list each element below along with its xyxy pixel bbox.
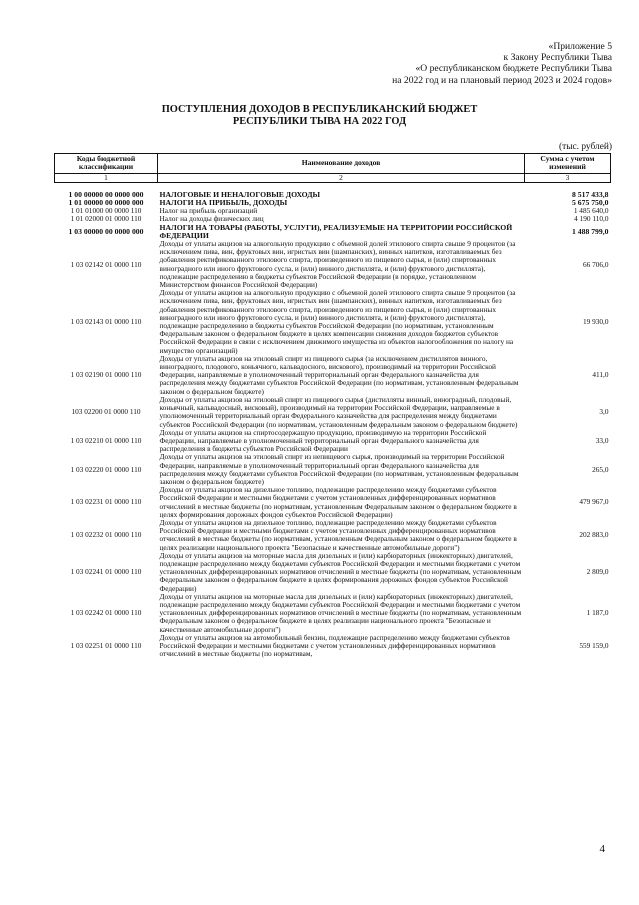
header-code: Коды бюджетной классификации <box>55 154 158 174</box>
column-number: 1 <box>55 173 158 182</box>
row-name: Доходы от уплаты акцизов на моторные масла для дизельных и (или) карбюраторных (инжекторных) двигателей, подлежащие распределению между бюджетами субъектов Российской Федерации и местными бюджетами с учетом установленных дифференцированных нормативов отчислений в местные бюджеты (по нормативам, установленным Федеральным законом о федеральном бюджете в целях реализации национального проекта "Безопасные и качественные автомобильные дороги") <box>159 591 522 634</box>
revenue-table <box>54 153 611 658</box>
row-code: 1 03 02241 01 0000 110 <box>70 567 142 577</box>
row-name: НАЛОГИ НА ПРИБЫЛЬ, ДОХОДЫ <box>159 198 288 208</box>
row-amount: 4 190 110,0 <box>574 214 609 224</box>
row-amount: 479 967,0 <box>579 497 609 507</box>
row-name: Доходы от уплаты акцизов на этиловый спирт из пищевого сырья (за исключением дистиллятов винного, виноградного, плодового, коньячного, кальвадосного, вискового), производимый на территории Российской Федерации, направляемые в уполномоченный территориальный орган Федерального казначейства для распределения между бюджетами субъектов Российской Федерации (по нормативам, установленным федеральным законом о федеральном бюджете) <box>159 353 519 396</box>
appendix-header <box>392 41 612 86</box>
row-amount: 8 517 433,8 <box>571 189 609 199</box>
row-amount: 1 187,0 <box>586 608 609 618</box>
table-row <box>55 396 611 429</box>
row-code: 1 01 02000 01 0000 110 <box>70 214 142 224</box>
table-row <box>55 634 611 659</box>
page-number: 4 <box>599 843 605 855</box>
header-name: Наименование доходов <box>158 154 525 174</box>
table-row <box>55 240 611 289</box>
row-code: 1 03 02190 01 0000 110 <box>70 370 142 380</box>
row-amount: 19 930,0 <box>582 316 609 326</box>
title-line-1: ПОСТУПЛЕНИЯ ДОХОДОВ В РЕСПУБЛИКАНСКИЙ БЮДЖЕТ <box>161 104 478 115</box>
table-row <box>55 519 611 552</box>
column-number-row <box>55 173 611 182</box>
row-code: 1 03 02220 01 0000 110 <box>70 464 142 474</box>
title-line-2: РЕСПУБЛИКИ ТЫВА НА 2022 ГОД <box>232 115 407 127</box>
row-amount: 1 485 640,0 <box>573 206 609 216</box>
row-code: 1 03 00000 00 0000 000 <box>68 226 144 236</box>
row-amount: 3,0 <box>599 407 609 417</box>
row-name: Доходы от уплаты акцизов на дизельное топливо, подлежащие распределению между бюджетами субъектов Российской Федерации и местными бюджетами с учетом установленных дифференцированных нормативов отчислений в местные бюджеты (по нормативам, установленным Федеральным законом о федеральном бюджете в целях формирования дорожных фондов субъектов Российской Федерации) <box>159 485 517 519</box>
row-code: 1 03 02232 01 0000 110 <box>70 530 142 540</box>
row-amount: 1 488 799,0 <box>571 226 609 236</box>
row-code: 1 01 00000 00 0000 000 <box>68 198 144 208</box>
row-code: 1 03 02242 01 0000 110 <box>70 608 142 618</box>
row-amount: 66 706,0 <box>582 259 609 269</box>
row-name: Доходы от уплаты акцизов на этиловый спирт из непищевого сырья, производимый на территории Российской Федерации, направляемые в уполномоченный территориальный орган Федерального казначейства для распределения между бюджетами субъектов Российской Федерации (по нормативам, установленным федеральным законом о федеральном бюджете) <box>159 452 519 486</box>
row-code: 1 03 02142 01 0000 110 <box>70 259 142 269</box>
row-amount: 33,0 <box>595 435 609 445</box>
row-name: Доходы от уплаты акцизов на алкогольную продукцию с объемной долей этилового спирта свыше 9 процентов (за исключением пива, вин, фруктовых вин, игристых вин (шампанских), винных напитков, изготавливаемых без добавления ректификованного этилового спирта, произведенного из пищевого сырья, и (или) спиртованных виноградного или иного фруктового сусла, и (или) винного дистиллята, и (или) фруктового дистиллята), подлежащие распределению в бюджеты субъектов Российской Федерации (по нормативам, установленным Федеральным законом о федеральном бюджете в целях компенсации снижения доходов бюджетов субъектов Российской Федерации в связи с исключением движимого имущества из объектов налогообложения по налогу на имущество организаций) <box>159 288 516 355</box>
row-code: 1 01 01000 00 0000 110 <box>70 206 142 216</box>
row-name: НАЛОГОВЫЕ И НЕНАЛОГОВЫЕ ДОХОДЫ <box>159 189 321 199</box>
table-row <box>55 593 611 634</box>
row-code: 1 00 00000 00 0000 000 <box>68 189 144 199</box>
row-name: Налог на прибыль организаций <box>159 206 258 216</box>
row-amount: 559 159,0 <box>579 640 609 650</box>
row-code: 1 03 02143 01 0000 110 <box>70 316 142 326</box>
table-row <box>55 552 611 593</box>
row-code: 1 03 02231 01 0000 110 <box>70 497 142 507</box>
row-name: Налог на доходы физических лиц <box>159 214 264 224</box>
row-code: 1 03 02210 01 0000 110 <box>70 435 142 445</box>
row-name: Доходы от уплаты акцизов на этиловый спирт из пищевого сырья (дистилляты винный, виноградный, плодовый, коньячный, кальвадосный, висковый), производимый на территории Российской Федерации, направляемые в уполномоченный территориальный орган Федерального казначейства для распределения между бюджетами субъектов Российской Федерации (по нормативам, установленным федеральным законом о федеральном бюджете) <box>159 394 518 429</box>
table-row <box>55 289 611 355</box>
table-header-row <box>55 154 611 174</box>
table-row <box>55 355 611 396</box>
table-row <box>55 429 611 454</box>
row-amount: 202 883,0 <box>579 530 609 540</box>
header-amount: Сумма с учетом изменений <box>525 154 611 174</box>
column-number: 2 <box>158 173 525 182</box>
row-amount: 265,0 <box>592 464 609 474</box>
row-amount: 5 675 750,0 <box>571 198 609 208</box>
row-name: Доходы от уплаты акцизов на дизельное топливо, подлежащие распределению между бюджетами субъектов Российской Федерации и местными бюджетами с учетом установленных дифференцированных нормативов отчислений в местные бюджеты (по нормативам, установленным Федеральным законом о федеральном бюджете в целях реализации национального проекта "Безопасные и качественные автомобильные дороги") <box>159 517 517 552</box>
appendix-line: «Приложение 5 <box>548 41 612 52</box>
table-row <box>55 453 611 486</box>
table-row <box>55 224 611 240</box>
appendix-line: на 2022 год и на плановый период 2023 и 2024 годов» <box>392 74 612 86</box>
row-name: Доходы от уплаты акцизов на моторные масла для дизельных и (или) карбюраторных (инжекторных) двигателей, подлежащие распределению между бюджетами субъектов Российской Федерации и местными бюджетами с учетом установленных дифференцированных нормативов отчислений в местные бюджеты (по нормативам, установленным Федеральным законом о федеральном бюджете в целях формирования дорожных фондов субъектов Российской Федерации) <box>159 550 522 593</box>
row-name: Доходы от уплаты акцизов на автомобильный бензин, подлежащие распределению между бюджетами субъектов Российской Федерации и местными бюджетами с учетом установленных дифференцированных нормативов отчислений в местные бюджеты (по нормативам, <box>159 632 510 659</box>
row-amount: 2 809,0 <box>586 567 609 577</box>
row-name: НАЛОГИ НА ТОВАРЫ (РАБОТЫ, УСЛУГИ), РЕАЛИЗУЕМЫЕ НА ТЕРРИТОРИИ РОССИЙСКОЙ ФЕДЕРАЦИИ <box>159 222 513 240</box>
row-code: 103 02200 01 0000 110 <box>71 407 141 417</box>
appendix-line: «О республиканском бюджете Республики Тыва <box>415 63 612 75</box>
unit-label: (тыс. рублей) <box>558 142 612 152</box>
column-number: 3 <box>525 173 611 182</box>
document-title <box>0 104 639 127</box>
row-code: 1 03 02251 01 0000 110 <box>70 640 142 650</box>
appendix-line: к Закону Республики Тыва <box>503 52 612 64</box>
row-amount: 411,0 <box>592 370 609 380</box>
table-row <box>55 486 611 519</box>
row-name: Доходы от уплаты акцизов на алкогольную продукцию с объемной долей этилового спирта свыше 9 процентов (за исключением пива, вин, фруктовых вин, игристых вин (шампанских), винных напитков, изготавливаемых без добавления ректификованного этилового спирта, произведенного из пищевого сырья, и (или) спиртованных виноградного или иного фруктового сусла, и (или) винного дистиллята, и (или) фруктового дистиллята), подлежащие распределению в бюджеты субъектов Российской Федерации (в порядке, установленном Министерством финансов Российской Федерации) <box>159 239 516 290</box>
row-name: Доходы от уплаты акцизов на спиртосодержащую продукцию, производимую на территории Российской Федерации, направляемые в уполномоченный территориальный орган Федерального казначейства для распределения в бюджеты субъектов Российской Федерации <box>159 427 487 454</box>
